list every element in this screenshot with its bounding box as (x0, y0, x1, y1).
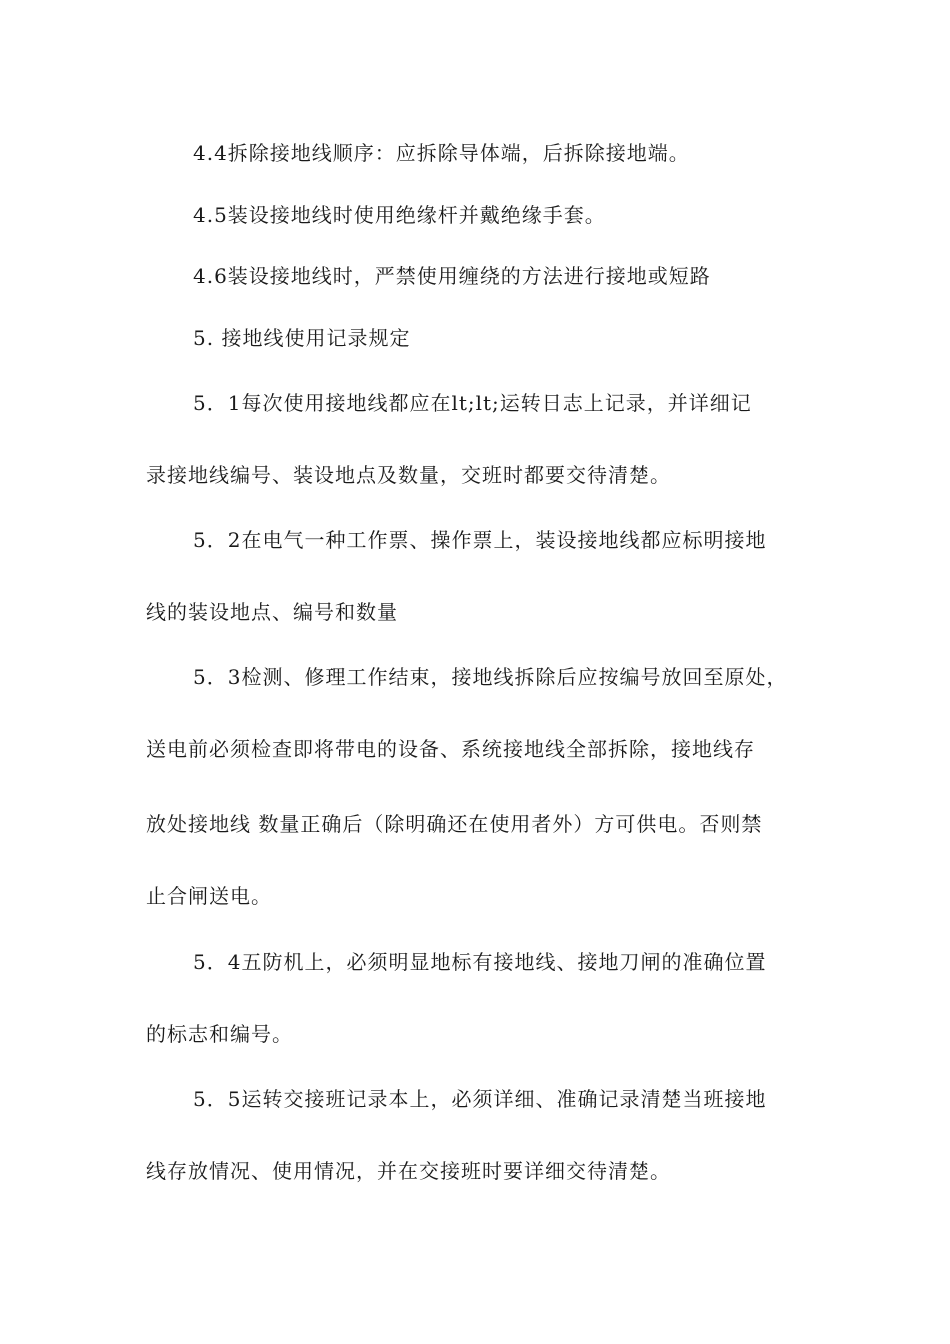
text-line: 送电前必须检查即将带电的设备、系统接地线全部拆除，接地线存 (146, 737, 755, 761)
text-line: 4.5装设接地线时使用绝缘杆并戴绝缘手套。 (193, 203, 606, 227)
text-line: 线的装设地点、编号和数量 (146, 600, 398, 624)
text-line: 放处接地线 数量正确后（除明确还在使用者外）方可供电。否则禁 (146, 812, 763, 836)
text-line: 5．2在电气一种工作票、操作票上，装设接地线都应标明接地 (193, 528, 767, 552)
section-heading: 5. 接地线使用记录规定 (193, 326, 411, 350)
text-line: 的标志和编号。 (146, 1022, 293, 1046)
text-line: 止合闸送电。 (146, 884, 272, 908)
text-line: 5．3检测、修理工作结束，接地线拆除后应按编号放回至原处， (193, 665, 788, 689)
text-line: 5．5运转交接班记录本上，必须详细、准确记录清楚当班接地 (193, 1087, 767, 1111)
text-line: 录接地线编号、装设地点及数量，交班时都要交待清楚。 (146, 463, 671, 487)
text-line: 5．1每次使用接地线都应在lt;lt;运转日志上记录，并详细记 (193, 391, 752, 415)
text-line: 线存放情况、使用情况，并在交接班时要详细交待清楚。 (146, 1159, 671, 1183)
text-line: 4.6装设接地线时，严禁使用缠绕的方法进行接地或短路 (193, 264, 711, 288)
text-line: 4.4拆除接地线顺序：应拆除导体端，后拆除接地端。 (193, 141, 690, 165)
text-line: 5．4五防机上，必须明显地标有接地线、接地刀闸的准确位置 (193, 950, 767, 974)
